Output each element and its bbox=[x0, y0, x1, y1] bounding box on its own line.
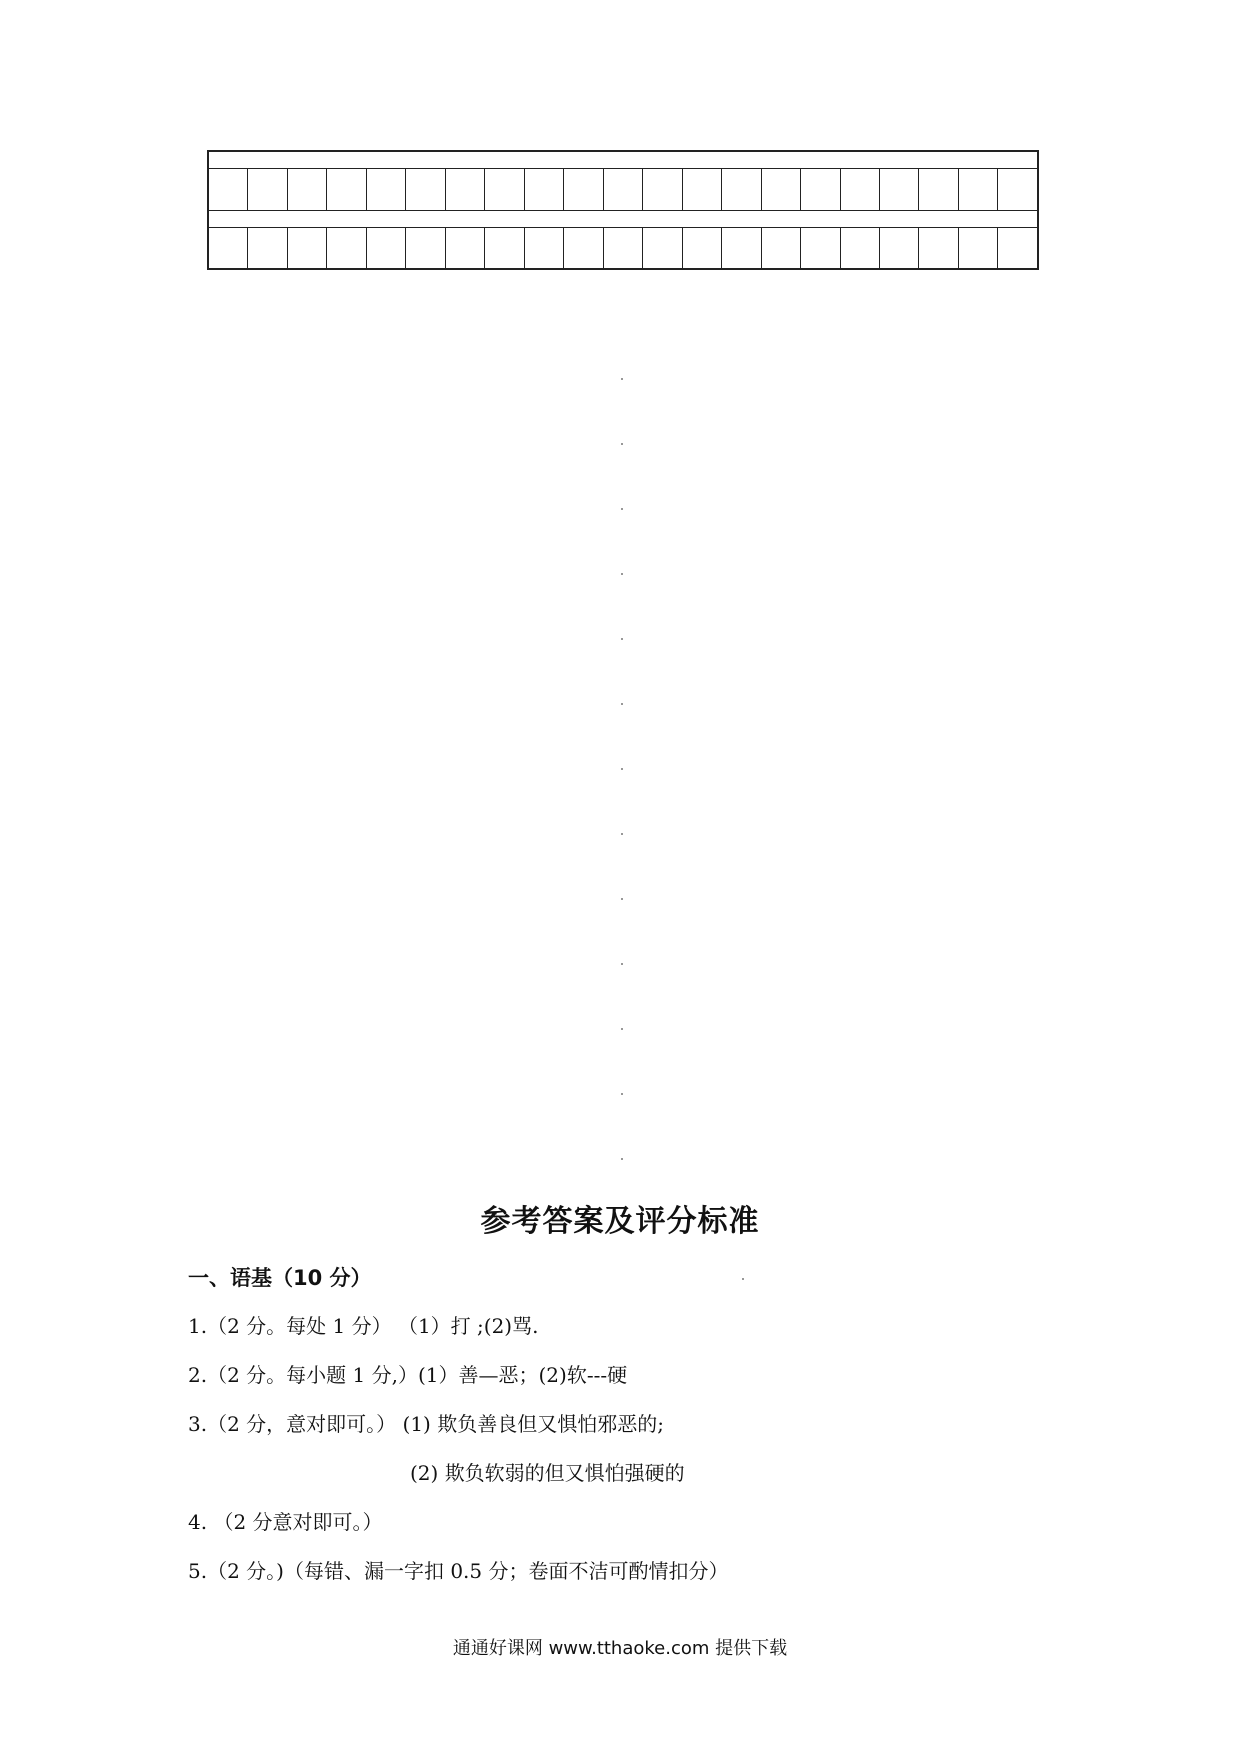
grid-cell bbox=[564, 168, 603, 210]
grid-cell bbox=[722, 168, 761, 210]
grid-cell bbox=[762, 227, 801, 270]
grid-spacer-strip bbox=[209, 152, 1037, 169]
writing-grid bbox=[207, 150, 1039, 270]
center-dot bbox=[621, 1093, 623, 1095]
grid-row bbox=[209, 227, 1037, 270]
grid-cell bbox=[683, 227, 722, 270]
grid-cell bbox=[367, 168, 406, 210]
grid-cell bbox=[485, 168, 524, 210]
grid-cell bbox=[446, 168, 485, 210]
answer-line: 3.（2 分，意对即可。） (1) 欺负善良但又惧怕邪恶的; bbox=[188, 1412, 664, 1436]
grid-cell bbox=[604, 168, 643, 210]
grid-cell bbox=[327, 168, 366, 210]
center-dot bbox=[621, 833, 623, 835]
grid-cell bbox=[248, 227, 287, 270]
grid-cell bbox=[762, 168, 801, 210]
grid-spacer-strip bbox=[209, 211, 1037, 228]
center-dot bbox=[621, 898, 623, 900]
center-dot bbox=[621, 703, 623, 705]
grid-cell bbox=[406, 168, 445, 210]
center-dot bbox=[621, 1028, 623, 1030]
grid-row bbox=[209, 168, 1037, 211]
grid-cell bbox=[998, 227, 1036, 270]
grid-cell bbox=[959, 227, 998, 270]
grid-cell bbox=[209, 168, 248, 210]
grid-cell bbox=[485, 227, 524, 270]
grid-cell bbox=[604, 227, 643, 270]
grid-cell bbox=[919, 227, 958, 270]
grid-cell bbox=[880, 168, 919, 210]
grid-cell bbox=[327, 227, 366, 270]
grid-cell bbox=[643, 168, 682, 210]
section-heading: 一、语基（10 分） bbox=[188, 1266, 372, 1290]
center-dot bbox=[621, 508, 623, 510]
grid-cell bbox=[643, 227, 682, 270]
grid-cell bbox=[919, 168, 958, 210]
center-dot bbox=[621, 573, 623, 575]
answer-line: 2.（2 分。每小题 1 分,）(1）善—恶；(2)软---硬 bbox=[188, 1363, 628, 1387]
grid-cell bbox=[248, 168, 287, 210]
grid-cell bbox=[525, 227, 564, 270]
grid-cell bbox=[801, 168, 840, 210]
footer-credit: 通通好课网 www.tthaoke.com 提供下载 bbox=[452, 1638, 788, 1659]
grid-cell bbox=[288, 168, 327, 210]
grid-cell bbox=[722, 227, 761, 270]
answer-line: 1.（2 分。每处 1 分） （1）打 ;(2)骂. bbox=[188, 1314, 539, 1338]
center-dot bbox=[621, 443, 623, 445]
grid-cell bbox=[564, 227, 603, 270]
center-dot bbox=[621, 638, 623, 640]
grid-cell bbox=[880, 227, 919, 270]
grid-cell bbox=[841, 168, 880, 210]
grid-cell bbox=[801, 227, 840, 270]
answer-line: 5.（2 分。)（每错、漏一字扣 0.5 分；卷面不洁可酌情扣分） bbox=[188, 1559, 729, 1583]
center-dot bbox=[742, 1278, 744, 1280]
grid-cell bbox=[406, 227, 445, 270]
grid-cell bbox=[209, 227, 248, 270]
answer-line: 4. （2 分意对即可。） bbox=[188, 1510, 383, 1534]
grid-cell bbox=[446, 227, 485, 270]
grid-cell bbox=[998, 168, 1036, 210]
center-dot bbox=[621, 1158, 623, 1160]
answer-line: (2) 欺负软弱的但又惧怕强硬的 bbox=[410, 1461, 685, 1485]
grid-cell bbox=[683, 168, 722, 210]
grid-cell bbox=[841, 227, 880, 270]
grid-cell bbox=[525, 168, 564, 210]
page-title: 参考答案及评分标准 bbox=[480, 1204, 760, 1239]
grid-cell bbox=[959, 168, 998, 210]
grid-cell bbox=[367, 227, 406, 270]
center-dot bbox=[621, 768, 623, 770]
center-dot bbox=[621, 963, 623, 965]
center-dot bbox=[621, 378, 623, 380]
grid-cell bbox=[288, 227, 327, 270]
